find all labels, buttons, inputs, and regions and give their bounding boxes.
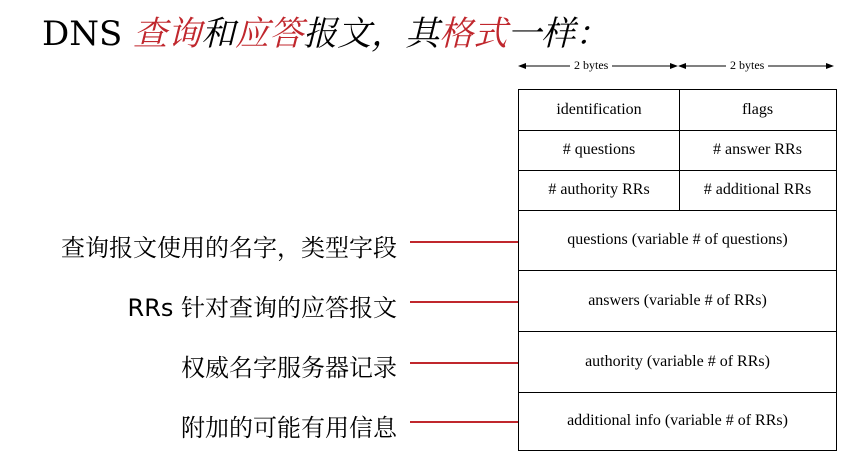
title-format: 格式	[439, 14, 508, 54]
title-message: 报文，其	[303, 14, 440, 54]
section-additional: additional info (variable # of RRs)	[567, 412, 788, 429]
title-query: 查询	[133, 14, 202, 54]
annotation-additional: 附加的可能有用信息	[181, 414, 397, 442]
field-flags: flags	[741, 101, 774, 118]
connector-line	[410, 241, 518, 243]
connector-line	[410, 301, 518, 303]
title-same: 一样：	[507, 14, 610, 54]
byte-label-left: 2 bytes	[570, 58, 612, 73]
field-additional-rrs-count: # additional RRs	[703, 181, 812, 198]
byte-label-right: 2 bytes	[726, 58, 768, 73]
section-answers: answers (variable # of RRs)	[588, 291, 767, 309]
annotation-questions: 查询报文使用的名字，类型字段	[61, 234, 397, 262]
connector-line	[410, 362, 518, 364]
title-prefix: DNS	[42, 14, 134, 54]
byte-arrow-left	[518, 58, 678, 74]
title-and: 和	[201, 14, 236, 54]
title-response: 应答	[235, 14, 304, 54]
section-authority: authority (variable # of RRs)	[585, 352, 770, 370]
field-authority-rrs-count: # authority RRs	[548, 181, 650, 198]
field-questions-count: # questions	[562, 141, 636, 158]
section-questions: questions (variable # of questions)	[567, 231, 788, 248]
connector-line	[410, 421, 518, 423]
byte-arrow-right	[678, 58, 834, 74]
dns-message-format-table	[518, 89, 837, 451]
annotation-answers: RRs 针对查询的应答报文	[127, 294, 397, 322]
field-identification: identification	[556, 101, 642, 118]
annotation-authority: 权威名字服务器记录	[181, 354, 397, 382]
field-answer-rrs-count: # answer RRs	[713, 141, 802, 158]
page-title	[42, 6, 609, 55]
